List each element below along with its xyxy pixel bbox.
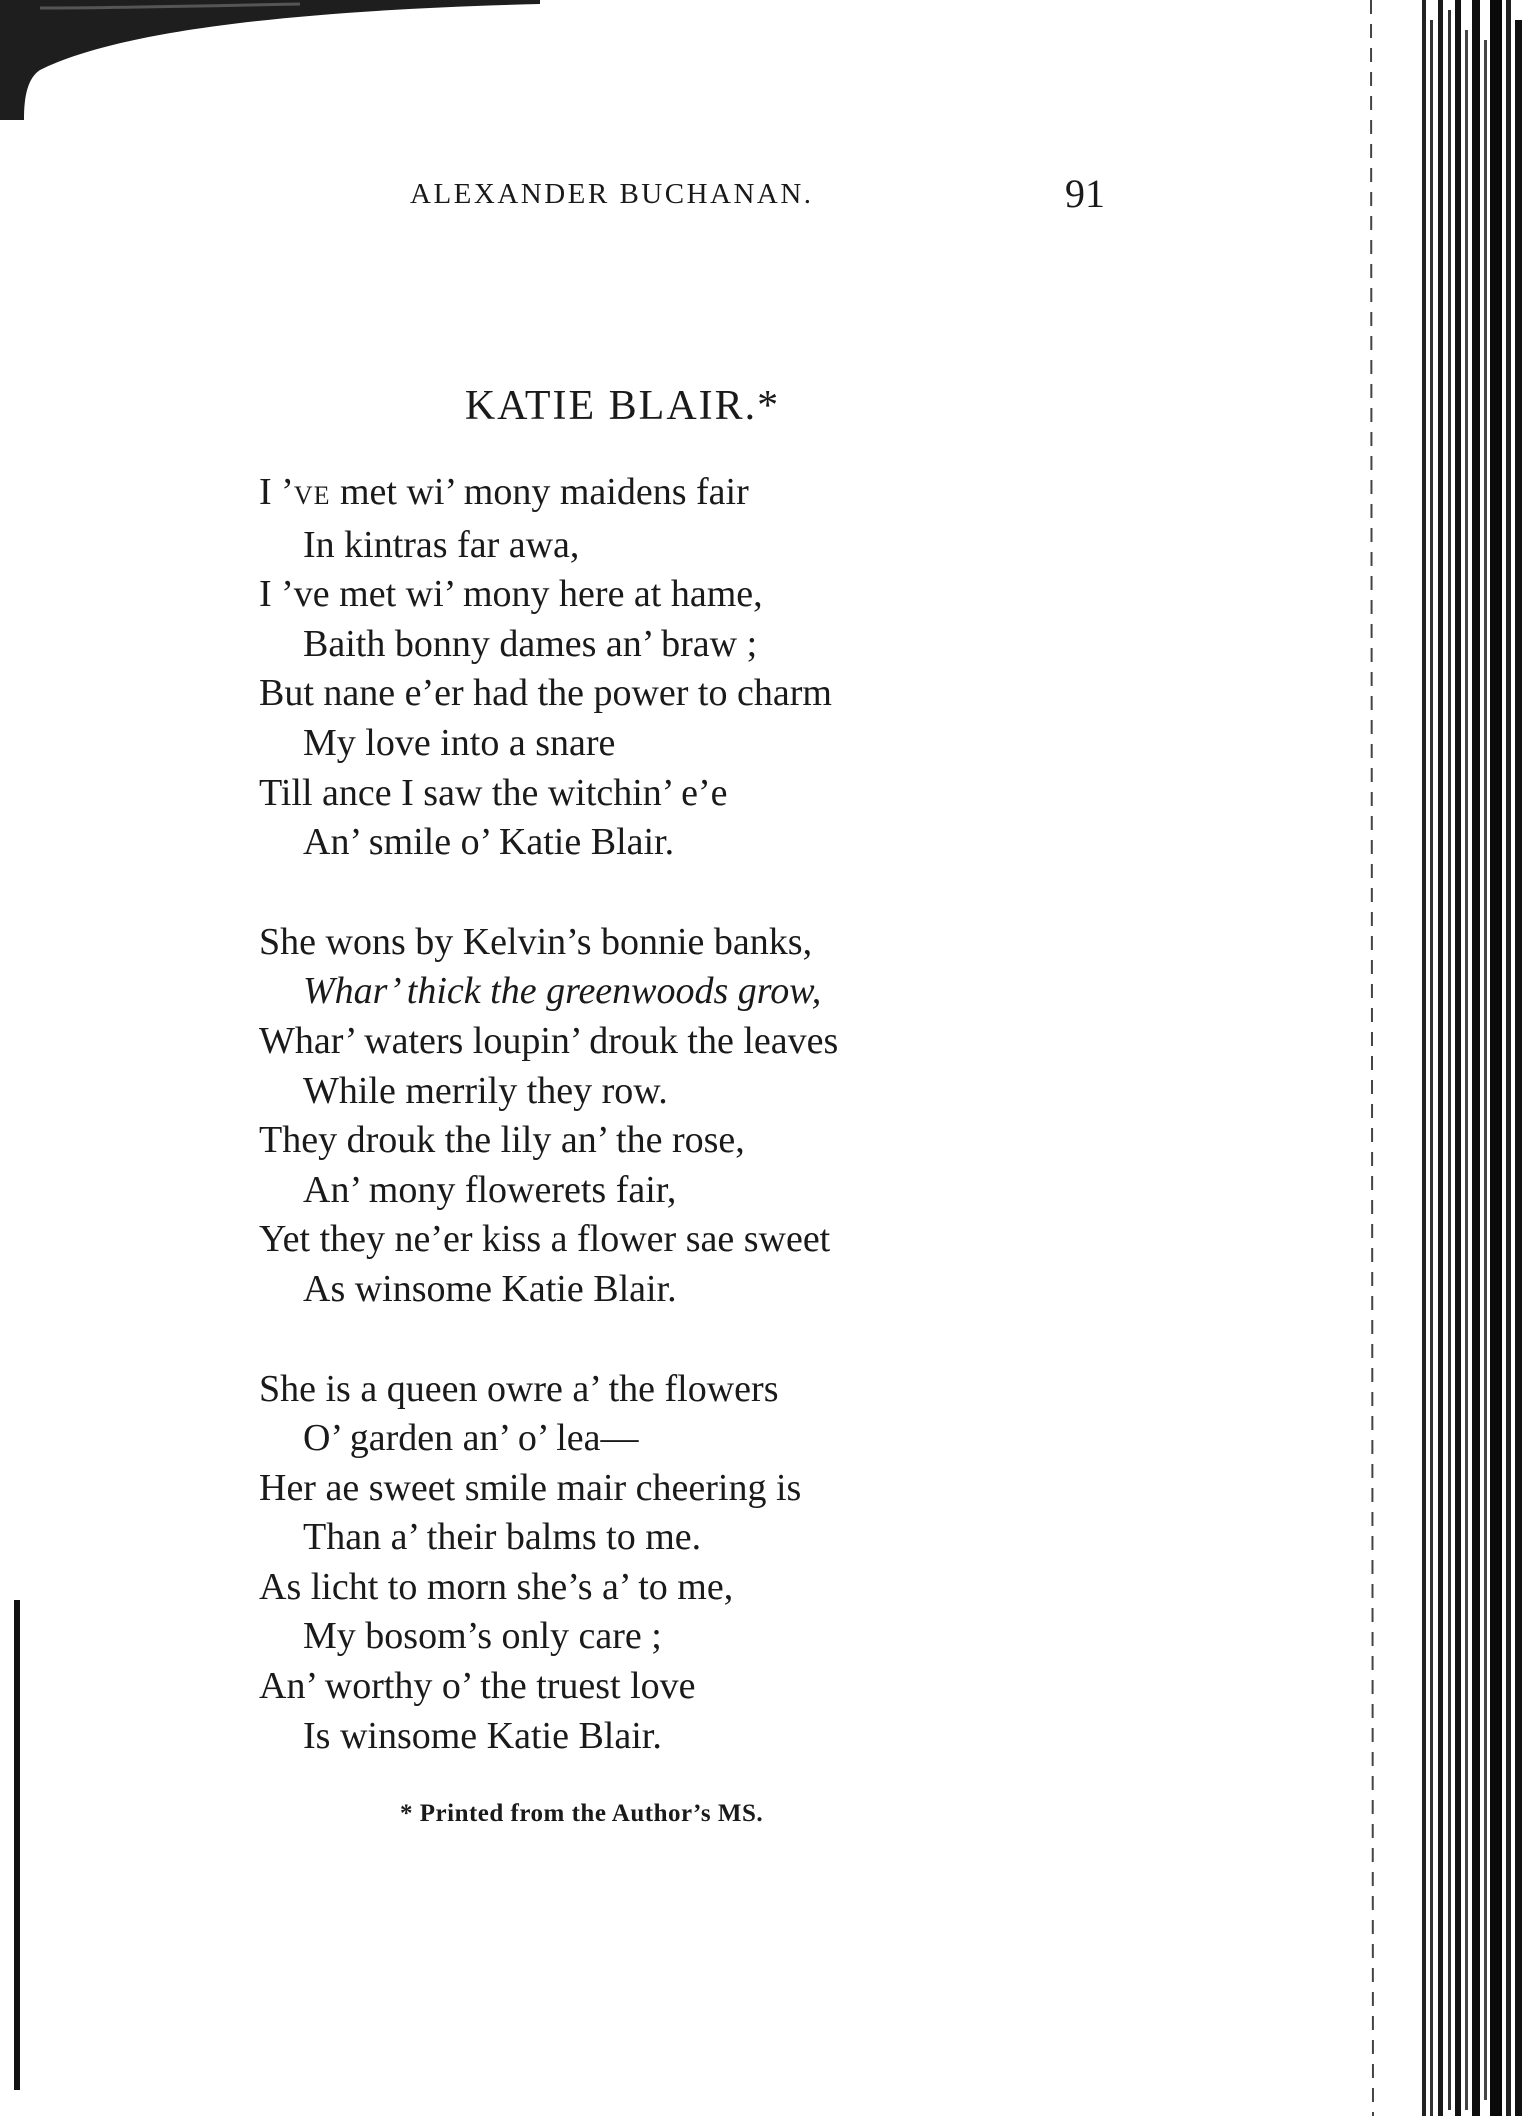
poem-line: Whar’ waters loupin’ drouk the leaves: [259, 1019, 839, 1062]
poem-line: While merrily they row.: [303, 1069, 668, 1112]
scan-left-edge: [14, 1600, 20, 2090]
stanza: [259, 468, 1259, 868]
poem-line: Till ance I saw the witchin’ e’e: [259, 771, 728, 814]
poem-line: An’ mony flowerets fair,: [303, 1168, 677, 1211]
poem-line: But nane e’er had the power to charm: [259, 672, 832, 715]
poem-line: An’ smile o’ Katie Blair.: [303, 821, 675, 864]
poem-line: My love into a snare: [303, 721, 616, 764]
poem-line: In kintras far awa,: [303, 523, 580, 566]
poem-title: KATIE BLAIR.*: [464, 383, 781, 429]
poem-line: She wons by Kelvin’s bonnie banks,: [259, 920, 813, 963]
poem-line: An’ worthy o’ the truest love: [259, 1665, 696, 1708]
poem-line: They drouk the lily an’ the rose,: [259, 1119, 745, 1162]
scan-page-edges: [1370, 0, 1522, 2116]
poem-line: [259, 468, 1259, 521]
poem-line: O’ garden an’ o’ lea—: [303, 1417, 639, 1460]
poem-line: Whar’ thick the greenwoods grow,: [303, 970, 822, 1013]
scan-corner-shadow: [0, 0, 560, 120]
poem-body: [259, 468, 1259, 1811]
stanza: [259, 1365, 1259, 1762]
poem-line: I ’ve met wi’ mony here at hame,: [259, 573, 763, 616]
drop-initial: I ’: [259, 471, 294, 513]
poem-line: My bosom’s only care ;: [303, 1615, 662, 1658]
poem-line: She is a queen owre a’ the flowers: [259, 1367, 779, 1410]
poem-line: Her ae sweet smile mair cheering is: [259, 1466, 802, 1509]
stanza: [259, 918, 1259, 1315]
poem-line: Yet they ne’er kiss a flower sae sweet: [259, 1218, 831, 1261]
running-head: ALEXANDER BUCHANAN.: [410, 178, 814, 210]
poem-line: As winsome Katie Blair.: [303, 1267, 677, 1310]
line-text: met wi’ mony maidens fair: [330, 471, 749, 513]
page-number: 91: [1065, 171, 1105, 216]
poem-line: Baith bonny dames an’ braw ;: [303, 622, 758, 665]
footnote: * Printed from the Author’s MS.: [400, 1800, 764, 1827]
smallcaps-text: VE: [293, 481, 331, 510]
poem-line: Is winsome Katie Blair.: [303, 1714, 662, 1757]
poem-line: Than a’ their balms to me.: [303, 1516, 702, 1559]
poem-line: As licht to morn she’s a’ to me,: [259, 1565, 734, 1608]
